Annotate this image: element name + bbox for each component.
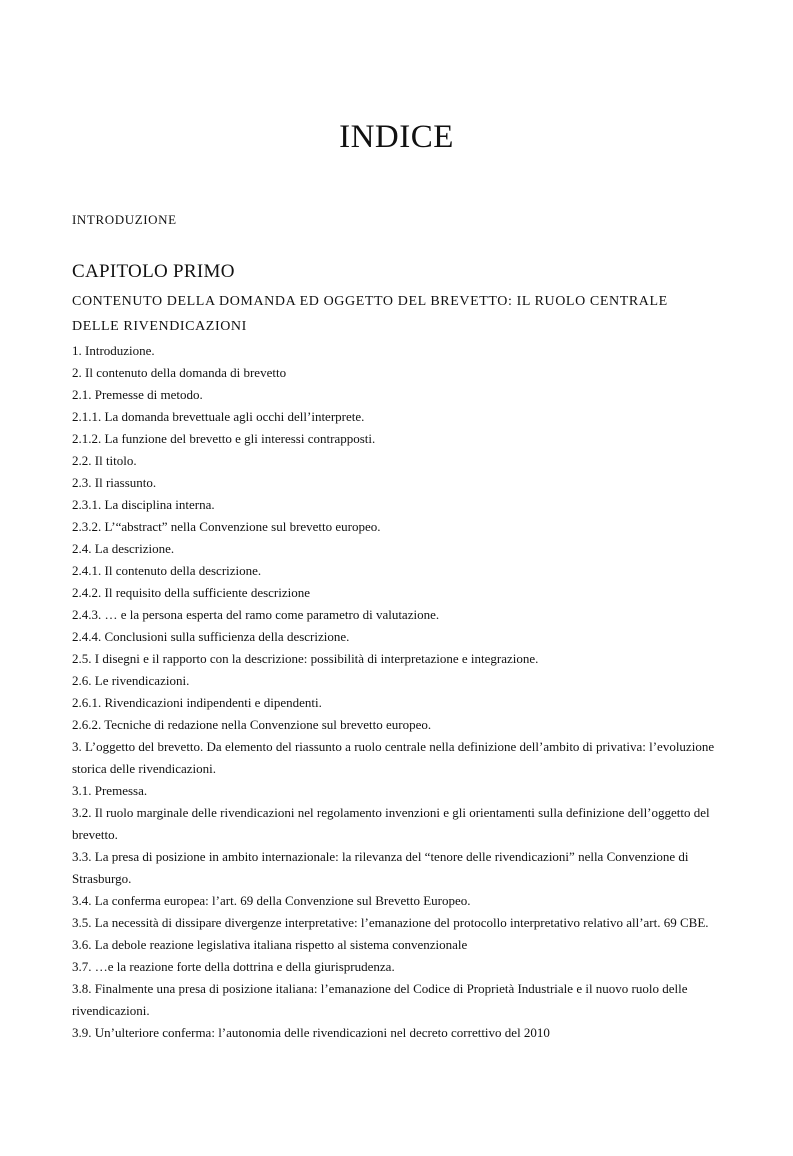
toc-item: 2.1.1. La domanda brevettuale agli occhi dell’interprete. xyxy=(72,409,365,424)
chapter-subtitle-line-2: DELLE RIVENDICAZIONI xyxy=(72,319,247,334)
toc-item: 2.3.1. La disciplina interna. xyxy=(72,497,215,512)
toc-item: 2.5. I disegni e il rapporto con la descrizione: possibilità di interpretazione e integrazione. xyxy=(72,651,539,666)
page-title: INDICE xyxy=(339,119,454,155)
toc-item: 3. L’oggetto del brevetto. Da elemento del riassunto a ruolo centrale nella definizione dell’ambito di privativa: l’evoluzione storica delle rivendicazioni. xyxy=(72,739,715,776)
toc-item: 3.3. La presa di posizione in ambito internazionale: la rilevanza del “tenore delle rivendicazioni” nella Convenzione di Strasburgo. xyxy=(72,849,689,886)
toc-item: 3.9. Un’ulteriore conferma: l’autonomia delle rivendicazioni nel decreto correttivo del 2010 xyxy=(72,1025,550,1040)
toc-item: 3.6. La debole reazione legislativa italiana rispetto al sistema convenzionale xyxy=(72,937,468,952)
toc-item: 2.4.3. … e la persona esperta del ramo come parametro di valutazione. xyxy=(72,607,440,622)
toc-item: 2.6.2. Tecniche di redazione nella Convenzione sul brevetto europeo. xyxy=(72,717,432,732)
toc-item: 3.7. …e la reazione forte della dottrina e della giurisprudenza. xyxy=(72,959,395,974)
toc-item: 2.4.1. Il contenuto della descrizione. xyxy=(72,563,262,578)
toc-item: 2.1.2. La funzione del brevetto e gli interessi contrapposti. xyxy=(72,431,376,446)
introduction-heading: INTRODUZIONE xyxy=(72,212,177,227)
toc-item: 2.2. Il titolo. xyxy=(72,453,137,468)
toc-item: 1. Introduzione. xyxy=(72,343,155,358)
toc-item: 2.4. La descrizione. xyxy=(72,541,175,556)
toc-item: 2.4.4. Conclusioni sulla sufficienza della descrizione. xyxy=(72,629,350,644)
toc-item: 2.3.2. L’“abstract” nella Convenzione sul brevetto europeo. xyxy=(72,519,381,534)
toc-item: 3.4. La conferma europea: l’art. 69 della Convenzione sul Brevetto Europeo. xyxy=(72,893,471,908)
toc-item: 2.6. Le rivendicazioni. xyxy=(72,673,190,688)
toc-item: 3.1. Premessa. xyxy=(72,783,148,798)
toc-item: 3.2. Il ruolo marginale delle rivendicazioni nel regolamento invenzioni e gli orientamenti sulla definizione dell’oggetto del brevetto. xyxy=(72,805,710,842)
chapter-subtitle-line-1: CONTENUTO DELLA DOMANDA ED OGGETTO DEL BREVETTO: IL RUOLO CENTRALE xyxy=(72,294,668,309)
toc-item: 2. Il contenuto della domanda di brevetto xyxy=(72,365,287,380)
toc-item: 3.8. Finalmente una presa di posizione italiana: l’emanazione del Codice di Proprietà Industriale e il nuovo ruolo delle rivendicazioni. xyxy=(72,981,688,1018)
table-of-contents xyxy=(72,340,732,1044)
toc-item: 2.6.1. Rivendicazioni indipendenti e dipendenti. xyxy=(72,695,322,710)
chapter-heading: CAPITOLO PRIMO xyxy=(72,261,235,282)
toc-item: 2.3. Il riassunto. xyxy=(72,475,157,490)
toc-item: 2.1. Premesse di metodo. xyxy=(72,387,203,402)
toc-item: 3.5. La necessità di dissipare divergenze interpretative: l’emanazione del protocollo interpretativo relativo all’art. 69 CBE. xyxy=(72,915,709,930)
toc-item: 2.4.2. Il requisito della sufficiente descrizione xyxy=(72,585,311,600)
chapter-subtitle xyxy=(72,289,732,339)
